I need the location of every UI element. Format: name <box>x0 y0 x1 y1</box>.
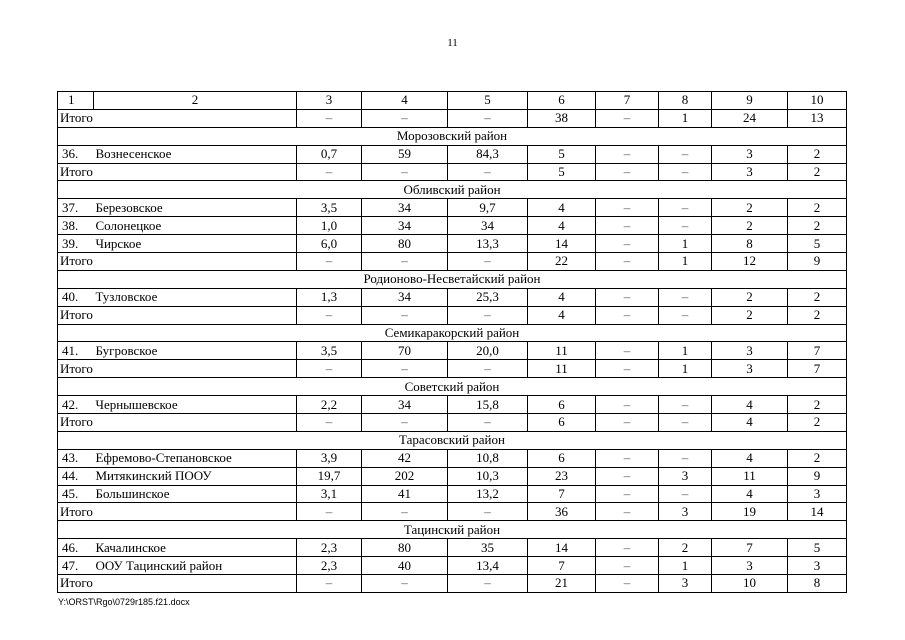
header-cell: 6 <box>528 92 596 110</box>
table-cell: 1 <box>659 253 712 271</box>
table-cell: 15,8 <box>448 396 528 414</box>
table-cell: – <box>596 360 659 378</box>
table-cell: 2 <box>788 396 847 414</box>
table-cell: 14 <box>528 235 596 253</box>
table-cell: – <box>448 360 528 378</box>
total-label: Итого <box>58 109 297 127</box>
district-name: Тарасовский район <box>58 431 847 449</box>
table-cell: – <box>659 396 712 414</box>
header-cell: 5 <box>448 92 528 110</box>
table-cell: – <box>362 306 448 324</box>
table-cell: – <box>596 414 659 432</box>
table-cell: 7 <box>528 557 596 575</box>
table-cell: 34 <box>362 217 448 235</box>
table-row <box>58 342 847 360</box>
total-label: Итого <box>58 360 297 378</box>
district-row <box>58 127 847 145</box>
table-cell: 2 <box>712 288 788 306</box>
table-cell: 3 <box>788 485 847 503</box>
table-cell: – <box>596 109 659 127</box>
total-row <box>58 253 847 271</box>
table-cell: 1 <box>659 360 712 378</box>
total-label: Итого <box>58 163 297 181</box>
header-cell: 10 <box>788 92 847 110</box>
table-cell: – <box>659 306 712 324</box>
page-number: 11 <box>447 37 458 49</box>
table-cell: – <box>596 557 659 575</box>
header-cell: 1 <box>58 92 94 110</box>
table-cell: 2 <box>788 449 847 467</box>
table-row <box>58 145 847 163</box>
table-cell: – <box>596 235 659 253</box>
table-row <box>58 485 847 503</box>
total-label: Итого <box>58 503 297 521</box>
table-cell: 3,5 <box>297 342 362 360</box>
table-cell: 13,3 <box>448 235 528 253</box>
district-row <box>58 431 847 449</box>
table-cell: 41 <box>362 485 448 503</box>
table-cell: 20,0 <box>448 342 528 360</box>
total-label: Итого <box>58 575 297 593</box>
table-cell: – <box>596 575 659 593</box>
table-cell: – <box>362 109 448 127</box>
total-label: Итого <box>58 306 297 324</box>
table-cell: 36 <box>528 503 596 521</box>
settlement-name: Тузловское <box>94 288 297 306</box>
table-cell: – <box>596 217 659 235</box>
table-cell: 34 <box>362 396 448 414</box>
total-row <box>58 360 847 378</box>
table-cell: – <box>297 163 362 181</box>
table-cell: 3 <box>659 503 712 521</box>
table-cell: 2 <box>788 163 847 181</box>
table-cell: 6,0 <box>297 235 362 253</box>
table-cell: 38 <box>528 109 596 127</box>
table-cell: 59 <box>362 145 448 163</box>
table-row <box>58 396 847 414</box>
table-cell: 2 <box>712 306 788 324</box>
table-cell: – <box>659 145 712 163</box>
table-cell: 13 <box>788 109 847 127</box>
table-cell: – <box>659 217 712 235</box>
table-cell: 0,7 <box>297 145 362 163</box>
table-cell: 3,5 <box>297 199 362 217</box>
table-row <box>58 539 847 557</box>
table-cell: 9 <box>788 253 847 271</box>
district-name: Обливский район <box>58 181 847 199</box>
table-cell: 9 <box>788 467 847 485</box>
district-row <box>58 521 847 539</box>
table-cell: 4 <box>528 217 596 235</box>
table-cell: 34 <box>362 199 448 217</box>
table-cell: 2 <box>788 414 847 432</box>
table-cell: – <box>596 199 659 217</box>
table-cell: 7 <box>788 342 847 360</box>
table-cell: 4 <box>528 306 596 324</box>
table-cell: 80 <box>362 235 448 253</box>
table-cell: 7 <box>712 539 788 557</box>
table-cell: – <box>596 539 659 557</box>
table-cell: 2 <box>788 145 847 163</box>
table-cell: 7 <box>788 360 847 378</box>
table-cell: – <box>596 396 659 414</box>
table-cell: 1 <box>659 235 712 253</box>
table-cell: – <box>362 414 448 432</box>
table-cell: – <box>596 253 659 271</box>
row-number: 46. <box>58 539 94 557</box>
district-row <box>58 324 847 342</box>
table-cell: 3 <box>788 557 847 575</box>
row-number: 37. <box>58 199 94 217</box>
table-cell: 3 <box>659 467 712 485</box>
table-cell: – <box>297 253 362 271</box>
table-cell: – <box>596 503 659 521</box>
header-cell: 7 <box>596 92 659 110</box>
table-cell: – <box>448 414 528 432</box>
total-label: Итого <box>58 253 297 271</box>
table-cell: – <box>448 503 528 521</box>
table-cell: – <box>659 414 712 432</box>
table-cell: 2 <box>712 199 788 217</box>
settlement-name: Чернышевское <box>94 396 297 414</box>
table-cell: – <box>297 575 362 593</box>
table-cell: 14 <box>528 539 596 557</box>
table-cell: – <box>448 109 528 127</box>
table-cell: 23 <box>528 467 596 485</box>
table-cell: 3 <box>659 575 712 593</box>
table-cell: 2 <box>788 199 847 217</box>
total-row <box>58 414 847 432</box>
table-row <box>58 467 847 485</box>
district-row <box>58 378 847 396</box>
table-cell: – <box>362 253 448 271</box>
table-cell: – <box>596 288 659 306</box>
table-cell: 6 <box>528 449 596 467</box>
total-row <box>58 163 847 181</box>
table-cell: 2 <box>659 539 712 557</box>
settlement-name: Митякинский ПООУ <box>94 467 297 485</box>
header-cell: 3 <box>297 92 362 110</box>
table-cell: – <box>362 360 448 378</box>
table-row <box>58 217 847 235</box>
table-cell: 3 <box>712 342 788 360</box>
total-row <box>58 575 847 593</box>
settlement-name: Качалинское <box>94 539 297 557</box>
table-cell: 5 <box>528 145 596 163</box>
table-cell: 35 <box>448 539 528 557</box>
table-cell: 6 <box>528 414 596 432</box>
header-cell: 8 <box>659 92 712 110</box>
table-cell: 4 <box>712 414 788 432</box>
table-cell: – <box>297 414 362 432</box>
file-path-footer: Y:\ORST\Rgo\0729r185.f21.docx <box>58 597 190 607</box>
table-cell: – <box>448 306 528 324</box>
total-label: Итого <box>58 414 297 432</box>
table-cell: – <box>362 503 448 521</box>
header-cell: 2 <box>94 92 297 110</box>
row-number: 43. <box>58 449 94 467</box>
table-cell: 202 <box>362 467 448 485</box>
table-cell: 10,8 <box>448 449 528 467</box>
table-cell: 4 <box>712 449 788 467</box>
table-cell: – <box>659 485 712 503</box>
table-cell: – <box>596 467 659 485</box>
table-cell: 5 <box>528 163 596 181</box>
table-cell: 25,3 <box>448 288 528 306</box>
total-row <box>58 503 847 521</box>
header-cell: 4 <box>362 92 448 110</box>
table-cell: 1,0 <box>297 217 362 235</box>
table-cell: 12 <box>712 253 788 271</box>
total-row <box>58 109 847 127</box>
table-cell: 2 <box>788 306 847 324</box>
table-cell: 4 <box>528 288 596 306</box>
table-cell: 8 <box>712 235 788 253</box>
table-cell: – <box>448 253 528 271</box>
table-cell: 1 <box>659 109 712 127</box>
table-cell: 7 <box>528 485 596 503</box>
table-cell: – <box>659 163 712 181</box>
table-cell: 3 <box>712 360 788 378</box>
table-cell: – <box>297 109 362 127</box>
table-cell: 19,7 <box>297 467 362 485</box>
table-cell: – <box>596 485 659 503</box>
settlement-name: Бугровское <box>94 342 297 360</box>
table-cell: – <box>596 449 659 467</box>
table-cell: 13,4 <box>448 557 528 575</box>
table-cell: 5 <box>788 235 847 253</box>
table-cell: 4 <box>528 199 596 217</box>
table-cell: 10 <box>712 575 788 593</box>
district-name: Советский район <box>58 378 847 396</box>
settlement-name: Солонецкое <box>94 217 297 235</box>
table-cell: 3 <box>712 163 788 181</box>
district-name: Морозовский район <box>58 127 847 145</box>
table-cell: 34 <box>362 288 448 306</box>
table-cell: 2,2 <box>297 396 362 414</box>
table-cell: – <box>596 306 659 324</box>
table-cell: – <box>659 449 712 467</box>
row-number: 45. <box>58 485 94 503</box>
district-name: Семикаракорский район <box>58 324 847 342</box>
table-cell: – <box>448 163 528 181</box>
table-cell: – <box>659 288 712 306</box>
table-cell: 1,3 <box>297 288 362 306</box>
table-cell: – <box>297 306 362 324</box>
row-number: 39. <box>58 235 94 253</box>
table-cell: – <box>297 503 362 521</box>
row-number: 36. <box>58 145 94 163</box>
settlement-name: Березовское <box>94 199 297 217</box>
table-cell: 34 <box>448 217 528 235</box>
district-name: Тацинский район <box>58 521 847 539</box>
header-row <box>58 92 847 110</box>
table-cell: 4 <box>712 396 788 414</box>
settlement-name: Большинское <box>94 485 297 503</box>
district-row <box>58 181 847 199</box>
table-cell: 2 <box>788 217 847 235</box>
table-cell: 14 <box>788 503 847 521</box>
settlement-name: Чирское <box>94 235 297 253</box>
table-cell: – <box>297 360 362 378</box>
header-cell: 9 <box>712 92 788 110</box>
row-number: 47. <box>58 557 94 575</box>
table-cell: 3,9 <box>297 449 362 467</box>
table-cell: – <box>362 575 448 593</box>
row-number: 41. <box>58 342 94 360</box>
table-cell: 9,7 <box>448 199 528 217</box>
table-cell: 5 <box>788 539 847 557</box>
table-cell: 11 <box>528 342 596 360</box>
table-cell: 22 <box>528 253 596 271</box>
table-cell: 3,1 <box>297 485 362 503</box>
total-row <box>58 306 847 324</box>
row-number: 42. <box>58 396 94 414</box>
table-cell: 70 <box>362 342 448 360</box>
table-cell: 2,3 <box>297 539 362 557</box>
table-cell: 10,3 <box>448 467 528 485</box>
table-cell: 21 <box>528 575 596 593</box>
district-table <box>57 91 847 593</box>
district-name: Родионово-Несветайский район <box>58 270 847 288</box>
table-cell: – <box>596 145 659 163</box>
row-number: 40. <box>58 288 94 306</box>
table-cell: 2,3 <box>297 557 362 575</box>
table-cell: 6 <box>528 396 596 414</box>
table-row <box>58 557 847 575</box>
table-cell: 19 <box>712 503 788 521</box>
table-cell: 3 <box>712 557 788 575</box>
table-cell: 11 <box>528 360 596 378</box>
table-cell: 1 <box>659 342 712 360</box>
settlement-name: Ефремово-Степановское <box>94 449 297 467</box>
table-row <box>58 288 847 306</box>
table-cell: 40 <box>362 557 448 575</box>
table-cell: 24 <box>712 109 788 127</box>
table-cell: 84,3 <box>448 145 528 163</box>
table-cell: 80 <box>362 539 448 557</box>
table-row <box>58 199 847 217</box>
table-cell: 42 <box>362 449 448 467</box>
table-cell: 2 <box>788 288 847 306</box>
table-cell: 1 <box>659 557 712 575</box>
table-cell: – <box>596 342 659 360</box>
table-row <box>58 235 847 253</box>
table-row <box>58 449 847 467</box>
table-cell: 2 <box>712 217 788 235</box>
table-cell: – <box>659 199 712 217</box>
settlement-name: Вознесенское <box>94 145 297 163</box>
table-cell: 4 <box>712 485 788 503</box>
settlement-name: ООУ Тацинский район <box>94 557 297 575</box>
district-row <box>58 270 847 288</box>
table-cell: 3 <box>712 145 788 163</box>
row-number: 38. <box>58 217 94 235</box>
table-cell: – <box>448 575 528 593</box>
row-number: 44. <box>58 467 94 485</box>
table-cell: 13,2 <box>448 485 528 503</box>
table-cell: – <box>362 163 448 181</box>
table-cell: 11 <box>712 467 788 485</box>
table-cell: – <box>596 163 659 181</box>
table-cell: 8 <box>788 575 847 593</box>
